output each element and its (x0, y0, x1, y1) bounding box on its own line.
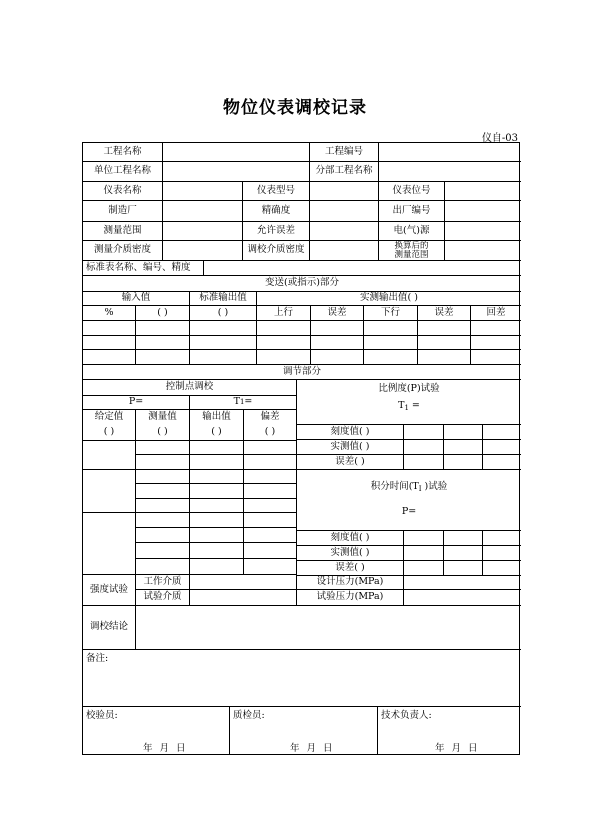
transmitter-cell[interactable] (190, 350, 257, 365)
accuracy-input[interactable] (310, 201, 379, 222)
deviation-value-cell[interactable] (244, 484, 297, 499)
proportional-test-title: 比例度(P)试验 (378, 383, 440, 394)
medium-density-label: 测量介质密度 (83, 241, 163, 261)
factory-no-input[interactable] (445, 201, 521, 222)
measure-range-input[interactable] (163, 222, 243, 241)
trial-cell[interactable] (483, 561, 521, 576)
output-value-cell[interactable] (190, 470, 244, 484)
trial-cell[interactable] (404, 531, 444, 546)
output-value-header: 输出值 (190, 410, 244, 425)
proportional-test-cell (297, 380, 521, 425)
instrument-tag-input[interactable] (445, 182, 521, 201)
output-value-cell[interactable] (190, 543, 244, 559)
deviation-value-cell[interactable] (244, 499, 297, 513)
trial-cell[interactable] (404, 425, 444, 440)
return-diff-header: 回差 (471, 306, 521, 321)
converted-range-input[interactable] (445, 241, 521, 261)
working-medium-label: 工作介质 (136, 575, 190, 590)
sub-project-input[interactable] (379, 162, 521, 182)
working-medium-input[interactable] (190, 575, 297, 590)
tech-lead-label: 技术负责人: (381, 710, 432, 721)
measured-value-cell[interactable] (136, 484, 190, 499)
trial-cell[interactable] (444, 561, 483, 576)
transmitter-cell[interactable] (83, 336, 136, 350)
output-value-cell[interactable] (190, 528, 244, 543)
project-no-label: 工程编号 (310, 143, 379, 162)
transmitter-cell[interactable] (136, 350, 190, 365)
deviation-value-cell[interactable] (244, 470, 297, 484)
calibration-form (82, 142, 520, 755)
measured-value-cell[interactable] (136, 499, 190, 513)
transmitter-cell[interactable] (471, 350, 521, 365)
trial-cell[interactable] (483, 531, 521, 546)
inspector-date: 年 月 日 (290, 743, 335, 754)
trial-cell[interactable] (483, 455, 521, 470)
tech-lead-date: 年 月 日 (435, 743, 480, 754)
output-value-cell[interactable] (190, 499, 244, 513)
deviation-value-cell[interactable] (244, 543, 297, 559)
transmitter-cell[interactable] (83, 321, 136, 336)
trial-cell[interactable] (404, 546, 444, 561)
instrument-name-input[interactable] (163, 182, 243, 201)
measured-unit: ( ) (136, 425, 190, 441)
standard-table-input[interactable] (204, 261, 521, 276)
unit-project-input[interactable] (163, 162, 310, 182)
trial-label-0: 刻度值( ) (297, 531, 404, 546)
medium-density-input[interactable] (163, 241, 243, 261)
trial-label-1: 实测值( ) (297, 440, 404, 455)
trial-cell[interactable] (444, 440, 483, 455)
converted-range-line2: 测量范围 (394, 249, 429, 260)
lower-header: 下行 (364, 306, 418, 321)
strength-test-label: 强度试验 (83, 575, 136, 606)
measured-value-cell[interactable] (136, 441, 190, 455)
transmitter-cell[interactable] (364, 321, 418, 336)
instrument-tag-label: 仪表位号 (379, 182, 445, 201)
transmitter-cell[interactable] (136, 336, 190, 350)
converted-range-label (379, 241, 445, 261)
transmitter-cell[interactable] (190, 336, 257, 350)
transmitter-cell[interactable] (311, 350, 364, 365)
trial-cell[interactable] (404, 440, 444, 455)
measured-value-cell[interactable] (136, 470, 190, 484)
measured-output-header: 实测输出值( ) (257, 292, 521, 306)
given-value-cell[interactable] (83, 513, 136, 575)
given-value-cell[interactable] (83, 441, 136, 470)
transmitter-cell[interactable] (364, 350, 418, 365)
remarks-field[interactable] (83, 650, 521, 707)
upper-error-header: 误差 (311, 306, 364, 321)
input-unit-header: ( ) (136, 306, 190, 321)
transmitter-cell[interactable] (471, 321, 521, 336)
instrument-model-input[interactable] (310, 182, 379, 201)
calib-density-input[interactable] (310, 241, 379, 261)
given-unit: ( ) (83, 425, 136, 441)
deviation-value-cell[interactable] (244, 441, 297, 455)
trial-cell[interactable] (444, 455, 483, 470)
manufacturer-input[interactable] (163, 201, 243, 222)
output-value-cell[interactable] (190, 455, 244, 470)
trial-cell[interactable] (483, 440, 521, 455)
trial-cell[interactable] (444, 425, 483, 440)
standard-table-label: 标准表名称、编号、精度 (83, 261, 204, 276)
test-pressure-label: 试验压力(MPa) (297, 590, 404, 606)
transmitter-cell[interactable] (418, 321, 471, 336)
deviation-value-cell[interactable] (244, 559, 297, 575)
project-name-label: 工程名称 (83, 143, 163, 162)
integral-test-title: 积分时间($T_I$ )试验 (370, 481, 448, 494)
trial-cell[interactable] (444, 531, 483, 546)
unit-project-label: 单位工程名称 (83, 162, 163, 182)
trial-label-2: 误差( ) (297, 455, 404, 470)
sub-project-label: 分部工程名称 (310, 162, 379, 182)
page-title: 物位仪表调校记录 (223, 98, 367, 118)
input-value-header: 输入值 (83, 292, 190, 306)
conclusion-input[interactable] (136, 606, 521, 650)
std-output-unit-header: ( ) (190, 306, 257, 321)
manufacturer-label: 制造厂 (83, 201, 163, 222)
control-point-header: 控制点调校 (83, 380, 297, 396)
measure-range-label: 测量范围 (83, 222, 163, 241)
test-pressure-input[interactable] (404, 590, 521, 606)
given-value-header: 给定值 (83, 410, 136, 425)
power-source-input[interactable] (445, 222, 521, 241)
converted-range-line1: 换算后的 (394, 241, 429, 251)
inspector-label: 质检员: (233, 710, 265, 721)
trial-label-0: 刻度值( ) (297, 425, 404, 440)
power-source-label: 电(气)源 (379, 222, 445, 241)
transmitter-cell[interactable] (364, 336, 418, 350)
calibrator-label: 校验员: (86, 710, 118, 721)
allowed-error-label: 允许误差 (243, 222, 310, 241)
design-pressure-label: 设计压力(MPa) (297, 575, 404, 590)
upper-header: 上行 (257, 306, 311, 321)
calibrator-date: 年 月 日 (143, 743, 188, 754)
transmitter-cell[interactable] (418, 336, 471, 350)
trial-cell[interactable] (404, 561, 444, 576)
output-unit: ( ) (190, 425, 244, 441)
measured-value-cell[interactable] (136, 513, 190, 528)
transmitter-cell[interactable] (257, 350, 311, 365)
transmitter-cell[interactable] (83, 350, 136, 365)
factory-no-label: 出厂编号 (379, 201, 445, 222)
measured-value-cell[interactable] (136, 543, 190, 559)
measured-value-cell[interactable] (136, 455, 190, 470)
remarks-label: 备注: (86, 653, 109, 664)
integral-test-cell (297, 470, 521, 531)
trial-label-1: 实测值( ) (297, 546, 404, 561)
deviation-value-cell[interactable] (244, 455, 297, 470)
transmitter-cell[interactable] (257, 321, 311, 336)
transmitter-cell[interactable] (136, 321, 190, 336)
output-value-cell[interactable] (190, 513, 244, 528)
output-value-cell[interactable] (190, 484, 244, 499)
deviation-value-cell[interactable] (244, 528, 297, 543)
output-value-cell[interactable] (190, 559, 244, 575)
output-value-cell[interactable] (190, 441, 244, 455)
transmitter-cell[interactable] (418, 350, 471, 365)
instrument-model-label: 仪表型号 (243, 182, 310, 201)
transmitter-cell[interactable] (311, 336, 364, 350)
accuracy-label: 精确度 (243, 201, 310, 222)
transmitter-cell[interactable] (190, 321, 257, 336)
given-value-cell[interactable] (83, 470, 136, 513)
transmitter-cell[interactable] (311, 321, 364, 336)
control-t1-value: T 1 = (190, 396, 297, 410)
conclusion-label: 调校结论 (83, 606, 136, 650)
measured-value-cell[interactable] (136, 528, 190, 543)
test-medium-input[interactable] (190, 590, 297, 606)
trial-label-2: 误差( ) (297, 561, 404, 576)
trial-cell[interactable] (483, 546, 521, 561)
deviation-unit: ( ) (244, 425, 297, 441)
std-output-header: 标准输出值 (190, 292, 257, 306)
project-name-input[interactable] (163, 143, 310, 162)
lower-error-header: 误差 (418, 306, 471, 321)
transmitter-section-title: 变送(或指示)部分 (83, 276, 521, 292)
deviation-header: 偏差 (244, 410, 297, 425)
transmitter-cell[interactable] (471, 336, 521, 350)
transmitter-cell[interactable] (257, 336, 311, 350)
adjust-section-title: 调节部分 (83, 365, 521, 380)
control-p-value: P= (83, 396, 190, 410)
trial-cell[interactable] (404, 455, 444, 470)
form-code: 仪自-03 (481, 133, 518, 144)
proportional-t1: $T_1$ = (398, 400, 420, 413)
deviation-value-cell[interactable] (244, 513, 297, 528)
design-pressure-input[interactable] (404, 575, 521, 590)
integral-p-value: P= (401, 506, 417, 518)
percent-header: % (83, 306, 136, 321)
instrument-name-label: 仪表名称 (83, 182, 163, 201)
project-no-input[interactable] (379, 143, 521, 162)
test-medium-label: 试验介质 (136, 590, 190, 606)
measured-value-cell[interactable] (136, 559, 190, 575)
calib-density-label: 调校介质密度 (243, 241, 310, 261)
trial-cell[interactable] (483, 425, 521, 440)
allowed-error-input[interactable] (310, 222, 379, 241)
trial-cell[interactable] (444, 546, 483, 561)
measured-value-header: 测量值 (136, 410, 190, 425)
